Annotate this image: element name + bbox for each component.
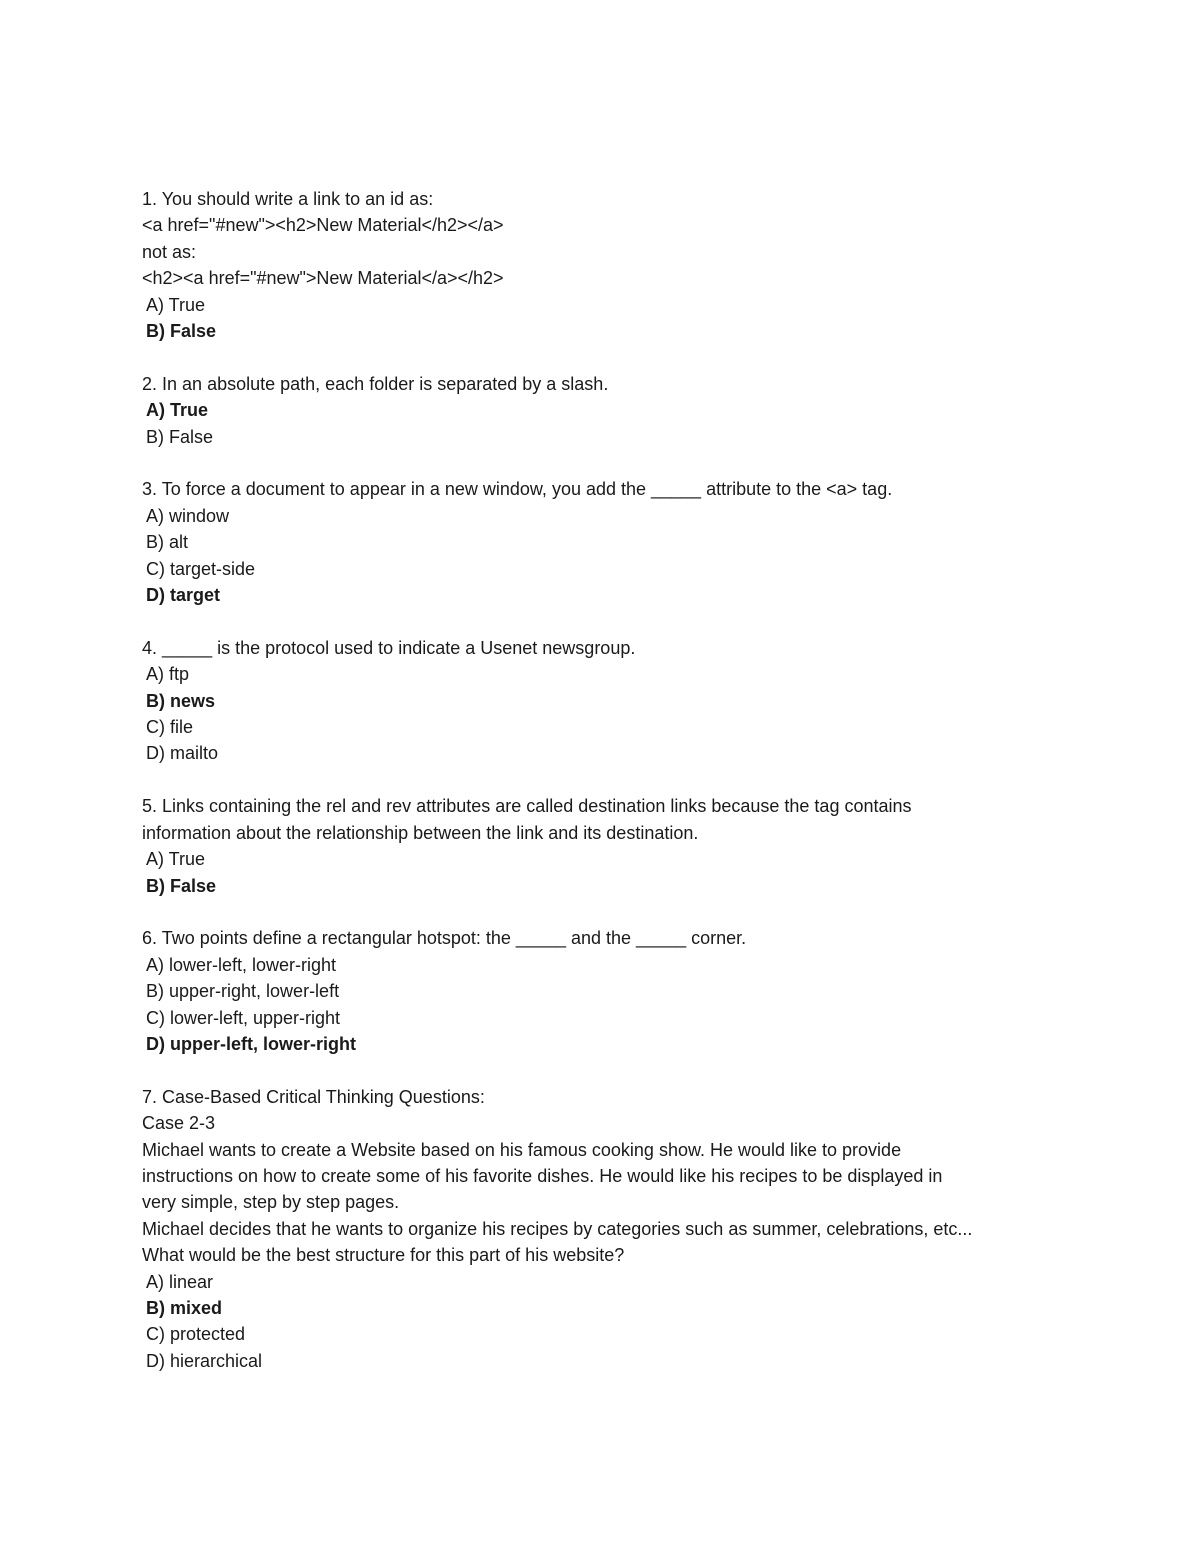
- question-line-text: not as:: [142, 241, 197, 262]
- answer-option-correct: B) news: [146, 690, 216, 711]
- answer-option-correct: B) False: [146, 875, 217, 896]
- quiz-content: [142, 186, 1062, 1401]
- question-number: 1.: [142, 189, 158, 209]
- question-line-text: instructions on how to create some of his favorite dishes. He would like his recipes to be displayed in: [142, 1165, 943, 1186]
- answer-option-correct: B) False: [146, 321, 217, 342]
- question-text-line: [142, 1189, 1062, 1215]
- question-line-text: Two points define a rectangular hotspot: the _____ and the _____ corner.: [161, 928, 747, 949]
- answer-option: C) file: [146, 717, 194, 738]
- question-line-text: Michael wants to create a Website based on his famous cooking show. He would like to provide: [142, 1139, 902, 1160]
- question-line-text: To force a document to appear in a new window, you add the _____ attribute to the <a> tag.: [161, 479, 893, 500]
- question-text-line: [142, 820, 1062, 846]
- question-text: [142, 1084, 1062, 1110]
- question-line-text: What would be the best structure for this part of his website?: [142, 1245, 625, 1266]
- answer-option-correct: B) mixed: [146, 1297, 223, 1318]
- question-text-line: [142, 265, 1062, 291]
- question-line-text: Links containing the rel and rev attributes are called destination links because the tag contains: [162, 796, 912, 817]
- answer-option: A) ftp: [146, 664, 190, 685]
- answer-option: A) window: [146, 505, 230, 526]
- question-block: [142, 1084, 1062, 1374]
- answer-option-correct: D) target: [146, 585, 221, 606]
- answer-option: C) protected: [146, 1324, 246, 1345]
- question-block: [142, 635, 1062, 767]
- question-text-line: [142, 239, 1062, 265]
- question-block: [142, 925, 1062, 1057]
- question-line-text: You should write a link to an id as:: [161, 189, 434, 209]
- question-text-line: [142, 212, 1062, 238]
- question-line-text: Case 2-3: [142, 1113, 216, 1134]
- question-line-text: very simple, step by step pages.: [142, 1192, 400, 1213]
- question-text: [142, 635, 1062, 661]
- question-line-text: Case-Based Critical Thinking Questions:: [162, 1086, 485, 1107]
- answer-option: C) target-side: [146, 558, 256, 579]
- question-number: 6.: [142, 928, 158, 949]
- answer-option: B) False: [146, 426, 214, 447]
- question-block: [142, 371, 1062, 450]
- question-line-text: _____ is the protocol used to indicate a Usenet newsgroup.: [162, 637, 636, 658]
- question-number: 2.: [142, 373, 158, 394]
- question-text-line: [142, 1110, 1062, 1136]
- question-number: 3.: [142, 479, 158, 500]
- question-block: [142, 793, 1062, 899]
- question-text: [142, 186, 1062, 212]
- question-line-text: information about the relationship between the link and its destination.: [142, 822, 699, 843]
- question-text-line: [142, 1216, 1062, 1242]
- question-text-line: [142, 1137, 1062, 1163]
- question-text: [142, 371, 1062, 397]
- question-block: [142, 476, 1062, 608]
- answer-option: A) True: [146, 294, 206, 315]
- answer-option-correct: A) True: [146, 400, 209, 421]
- question-number: 5.: [142, 796, 158, 817]
- answer-option: D) hierarchical: [146, 1350, 263, 1371]
- question-line-text: <a href="#new"><h2>New Material</h2></a>: [142, 215, 504, 236]
- question-line-text: In an absolute path, each folder is separated by a slash.: [162, 373, 609, 394]
- answer-option-correct: D) upper-left, lower-right: [146, 1033, 356, 1054]
- question-line-text: Michael decides that he wants to organize his recipes by categories such as summer, celebrations, etc...: [142, 1218, 973, 1239]
- answer-option: D) mailto: [146, 743, 219, 764]
- question-number: 4.: [142, 637, 158, 658]
- question-text-line: [142, 1163, 1062, 1189]
- answer-option: C) lower-left, upper-right: [146, 1007, 341, 1028]
- question-block: [142, 186, 1062, 344]
- question-number: 7.: [142, 1086, 158, 1107]
- question-text: [142, 476, 1062, 502]
- answer-option: A) True: [146, 849, 206, 870]
- question-text: [142, 925, 1062, 951]
- answer-option: B) alt: [146, 532, 189, 553]
- question-text: [142, 793, 1062, 819]
- question-text-line: [142, 1242, 1062, 1268]
- answer-option: A) lower-left, lower-right: [146, 954, 337, 975]
- question-line-text: <h2><a href="#new">New Material</a></h2>: [142, 268, 504, 289]
- answer-option: B) upper-right, lower-left: [146, 981, 340, 1002]
- answer-option: A) linear: [146, 1271, 214, 1292]
